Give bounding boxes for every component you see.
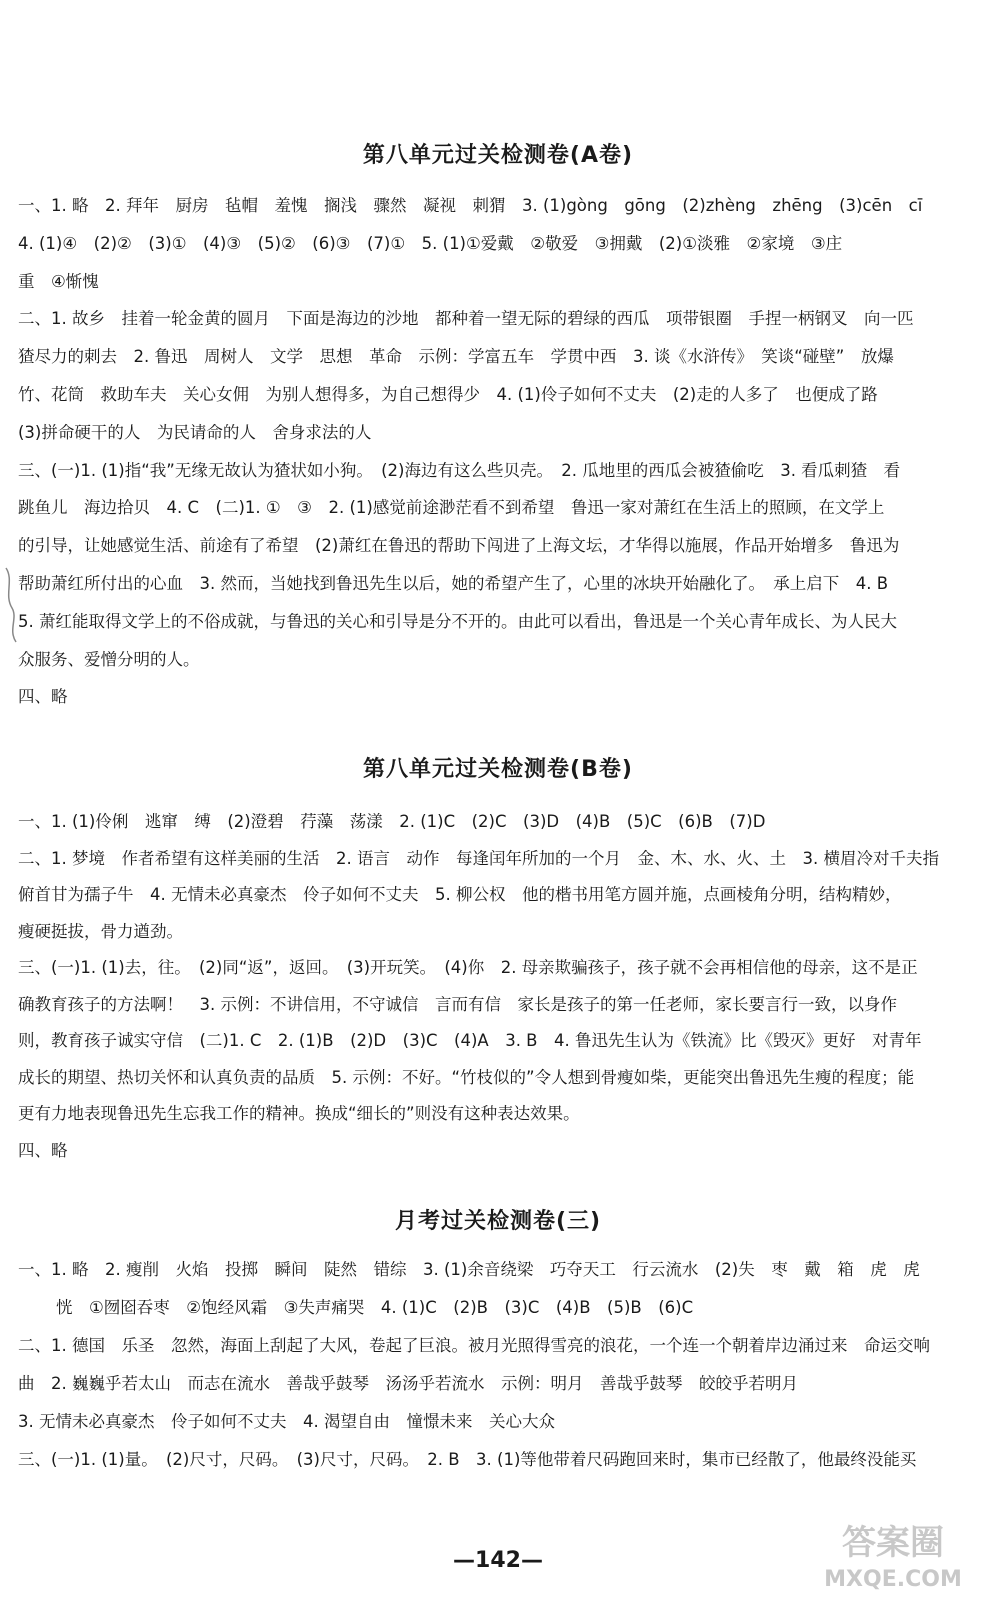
- answer-line: 四、略: [18, 1140, 68, 1160]
- answer-line: 更有力地表现鲁迅先生忘我工作的精神。换成“细长的”则没有这种表达效果。: [18, 1104, 580, 1123]
- section-c-title: 月考过关检测卷(三): [394, 1209, 602, 1234]
- answer-line: 跳鱼儿 海边拾贝 4. C (二)1. ① ③ 2. (1)感觉前途渺茫看不到希望 鲁迅一家对萧红在生活上的照顾，在文学上: [18, 498, 885, 518]
- answer-line: 瘦硬挺拔，骨力遒劲。: [18, 921, 183, 941]
- answer-line: 俯首甘为孺子牛 4. 无情未必真豪杰 伶子如何不丈夫 5. 柳公权 他的楷书用笔方圆并施，点画棱角分明，结构精妙，: [18, 885, 902, 904]
- answer-line: 恍 ①囫囵吞枣 ②饱经风霜 ③失声痛哭 4. (1)C (2)B (3)C (4)B (5)B (6)C: [56, 1298, 694, 1317]
- section-a-title: 第八单元过关检测卷(A卷): [362, 143, 634, 168]
- answer-line: 成长的期望、热切关怀和认真负责的品质 5. 示例：不好。“竹枝似的”令人想到骨瘦如柴，更能突出鲁迅先生瘦的程度；能: [18, 1067, 915, 1087]
- answer-line: 二、1. 故乡 挂着一轮金黄的圆月 下面是海边的沙地 都种着一望无际的碧绿的西瓜 项带银圈 手捏一柄钢叉 向一匹: [18, 309, 914, 329]
- answer-line: 三、(一)1. (1)指“我”无缘无故认为猹状如小狗。 (2)海边有这么些贝壳。 2. 瓜地里的西瓜会被猹偷吃 3. 看瓜刺猹 看: [18, 460, 901, 480]
- answer-line: 3. 无情未必真豪杰 伶子如何不丈夫 4. 渴望自由 憧憬未来 关心大众: [18, 1412, 555, 1431]
- answer-line: 竹、花筒 救助车夫 关心女佣 为别人想得多，为自己想得少 4. (1)伶子如何不丈夫 (2)走的人多了 也便成了路: [18, 385, 878, 404]
- watermark-logo: [808, 1514, 978, 1594]
- answer-line: 猹尽力的刺去 2. 鲁迅 周树人 文学 思想 革命 示例：学富五车 学贯中西 3. 谈《水浒传》 笑谈“碰壁” 放爆: [18, 347, 894, 367]
- answer-line: 5. 萧红能取得文学上的不俗成就，与鲁迅的关心和引导是分不开的。由此可以看出，鲁迅是一个关心青年成长、为人民大: [18, 611, 897, 631]
- answer-line: 确教育孩子的方法啊！ 3. 示例：不讲信用，不守诚信 言而有信 家长是孩子的第一任老师，家长要言行一致，以身作: [18, 994, 897, 1014]
- answer-line: 帮助萧红所付出的心血 3. 然而，当她找到鲁迅先生以后，她的希望产生了，心里的冰块开始融化了。 承上启下 4. B: [18, 574, 889, 593]
- answer-line: 的引导，让她感觉生活、前途有了希望 (2)萧红在鲁迅的帮助下闯进了上海文坛，才华得以施展，作品开始增多 鲁迅为: [18, 536, 900, 556]
- answer-line: 三、(一)1. (1)量。 (2)尺寸，尺码。 (3)尺寸，尺码。 2. B 3. (1)等他带着尺码跑回来时，集市已经散了，他最终没能买: [18, 1450, 917, 1469]
- answer-line: 重 ④惭愧: [18, 271, 99, 291]
- page-number: —142—: [453, 1548, 543, 1573]
- pencil-mark-icon: [0, 560, 28, 650]
- watermark-text-url: MXQE.COM: [824, 1567, 962, 1592]
- answer-line: 二、1. 德国 乐圣 忽然，海面上刮起了大风，卷起了巨浪。被月光照得雪亮的浪花，一个连一个朝着岸边涌过来 命运交响: [18, 1336, 930, 1355]
- answer-line: 四、略: [18, 687, 68, 707]
- answer-line: 一、1. 略 2. 瘦削 火焰 投掷 瞬间 陡然 错综 3. (1)余音绕梁 巧夺天工 行云流水 (2)失 枣 戴 箱 虎 虎: [18, 1260, 920, 1279]
- answer-line: 一、1. (1)伶俐 逃窜 缚 (2)澄碧 荇藻 荡漾 2. (1)C (2)C (3)D (4)B (5)C (6)B (7)D: [18, 812, 766, 831]
- answer-line: 二、1. 梦境 作者希望有这样美丽的生活 2. 语言 动作 每逢闰年所加的一个月 金、木、水、火、土 3. 横眉冷对千夫指: [18, 848, 939, 868]
- section-b-title: 第八单元过关检测卷(B卷): [363, 757, 633, 782]
- answer-line: (3)拼命硬干的人 为民请命的人 舍身求法的人: [18, 422, 372, 442]
- answer-line: 则，教育孩子诚实守信 (二)1. C 2. (1)B (2)D (3)C (4)A 3. B 4. 鲁迅先生认为《铁流》比《毁灭》更好 对青年: [18, 1031, 922, 1050]
- answer-line: 4. (1)④ (2)② (3)① (4)③ (5)② (6)③ (7)① 5. (1)①爱戴 ②敬爱 ③拥戴 (2)①淡雅 ②家境 ③庄: [18, 233, 843, 253]
- answer-line: 三、(一)1. (1)去，往。 (2)同“返”，返回。 (3)开玩笑。 (4)你 2. 母亲欺骗孩子，孩子就不会再相信他的母亲，这不是正: [18, 958, 918, 977]
- watermark-text-cn: 答案圈: [842, 1523, 944, 1563]
- answer-line: 众服务、爱憎分明的人。: [18, 649, 200, 669]
- answer-line: 一、1. 略 2. 拜年 厨房 毡帽 羞愧 搁浅 骤然 凝视 刺猬 3. (1)gòng gōng (2)zhèng zhēng (3)cēn cī: [18, 196, 923, 215]
- answer-line: 曲 2. 巍巍乎若太山 而志在流水 善哉乎鼓琴 汤汤乎若流水 示例：明月 善哉乎鼓琴 皎皎乎若明月: [18, 1374, 798, 1393]
